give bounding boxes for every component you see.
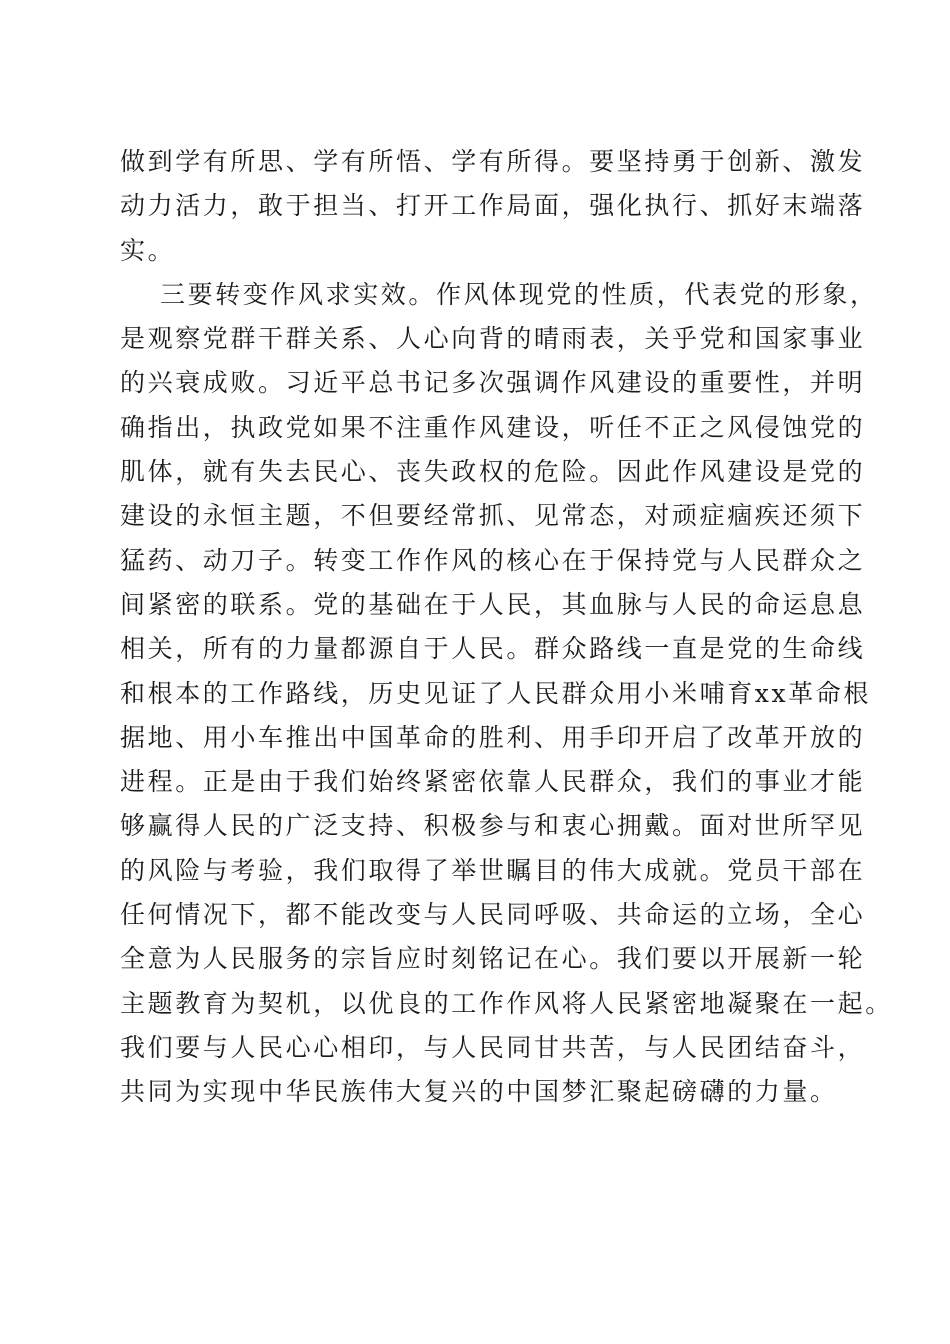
text-line: 据地、用小车推出中国革命的胜利、用手印开启了改革开放的 (120, 722, 866, 752)
text-line: 够赢得人民的广泛支持、积极参与和衷心拥戴。面对世所罕见 (120, 811, 866, 841)
text-line: 是观察党群干群关系、人心向背的晴雨表，关乎党和国家事业 (120, 324, 866, 354)
paragraph-1 (120, 140, 866, 273)
text-line: 实。 (120, 235, 176, 265)
text-line: 间紧密的联系。党的基础在于人民，其血脉与人民的命运息息 (120, 589, 866, 619)
text-line: 任何情况下，都不能改变与人民同呼吸、共命运的立场，全心 (120, 900, 866, 930)
text-line: 相关，所有的力量都源自于人民。群众路线一直是党的生命线 (120, 634, 866, 664)
text-line: 确指出，执政党如果不注重作风建设，听任不正之风侵蚀党的 (120, 412, 866, 442)
paragraph-2 (120, 273, 893, 1115)
text-line: 全意为人民服务的宗旨应时刻铭记在心。我们要以开展新一轮 (120, 944, 866, 974)
text-line: 建设的永恒主题，不但要经常抓、见常态，对顽症痼疾还须下 (120, 501, 866, 531)
text-line: 共同为实现中华民族伟大复兴的中国梦汇聚起磅礴的力量。 (120, 1077, 838, 1107)
text-line: 主题教育为契机，以优良的工作作风将人民紧密地凝聚在一起。 (120, 988, 893, 1018)
text-line: 我们要与人民心心相印，与人民同甘共苦，与人民团结奋斗， (120, 1032, 866, 1062)
text-line: 动力活力，敢于担当、打开工作局面，强化执行、抓好末端落 (120, 191, 866, 221)
text-line: 的风险与考验，我们取得了举世瞩目的伟大成就。党员干部在 (120, 855, 866, 885)
text-line: 三要转变作风求实效。作风体现党的性质，代表党的形象， (160, 279, 878, 309)
text-line: 的兴衰成败。习近平总书记多次强调作风建设的重要性，并明 (120, 368, 866, 398)
text-line: 猛药、动刀子。转变工作作风的核心在于保持党与人民群众之 (120, 545, 866, 575)
document-body (120, 140, 893, 1115)
text-line: 做到学有所思、学有所悟、学有所得。要坚持勇于创新、激发 (120, 147, 866, 176)
text-line: 肌体，就有失去民心、丧失政权的危险。因此作风建设是党的 (120, 457, 866, 487)
text-line: 进程。正是由于我们始终紧密依靠人民群众，我们的事业才能 (120, 767, 866, 797)
text-line: 和根本的工作路线，历史见证了人民群众用小米哺育xx革命根 (120, 678, 872, 708)
